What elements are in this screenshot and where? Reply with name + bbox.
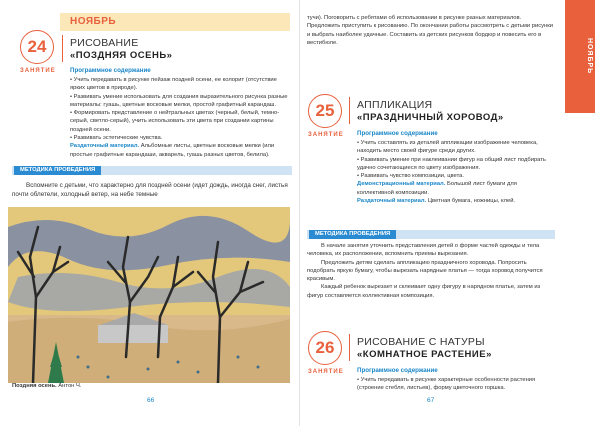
lesson-24-number: 24 [20,30,54,64]
program-item: • Учить передавать в рисунке пейзаж поздней осени, ее колорит (отсутствие ярких цветов в природе). [70,77,277,92]
method-text: Вспомните с детьми, что характерно для поздней осени (идет дождь, иногда снег, листья почти облетели, холодный ветер, на небе темные [12,182,288,199]
lesson-26-number: 26 [308,331,342,365]
month-tab-label: НОЯБРЬ [586,37,593,75]
method-paragraph: Каждый ребенок вырезает и склеивает одну фигуру в нарядном платье, затем из фигур составляется коллективная композиция. [307,284,541,299]
program-item: • Формировать представление о нейтральных цветах (черный, белый, темно-серый, светло-серый), учить использовать эти цвета при создании картины поздней осени. [70,110,280,133]
lesson-25-label: ЗАНЯТИЕ [308,132,344,138]
program-content [70,76,292,159]
method-label: МЕТОДИКА ПРОВЕДЕНИЯ [309,230,396,239]
lesson-26-program-item: • Учить передавать в рисунке характерные особенности растения (строение стебля, листьев), форму цветочного горшка. [357,377,536,392]
lesson-26-kind: РИСОВАНИЕ С НАТУРЫ [357,336,485,348]
page-number-right: 67 [427,397,435,404]
program-item: • Развивать эстетические чувства. [70,135,163,142]
lesson-25-method [307,242,555,300]
title-divider [62,35,63,62]
painting-caption [12,383,81,389]
program-item: • Учить составлять из деталей аппликации изображение человека, находить место своей фигуре среди других. [357,140,538,155]
program-item: • Развивать умение при наклеивании фигур на общий лист подбирать удачно сочетающиеся по цвету изображения. [357,156,546,171]
lesson-24-kind: РИСОВАНИЕ [70,37,139,49]
demo-text: Большой лист бумаги для коллективной композиции. [357,181,517,196]
right-page [300,0,600,426]
method-paragraph: В начале занятия уточнить представления детей о форме частей одежды и тела человека, их расположении, вспомнить приемы вырезания. [307,243,540,258]
lesson-26-title: «КОМНАТНОЕ РАСТЕНИЕ» [357,349,492,360]
lesson-24-label: ЗАНЯТИЕ [20,68,56,74]
painting-late-autumn [8,207,290,383]
caption-author: Антон Ч. [56,383,82,389]
demo-label: Демонстрационный материал. [357,181,446,188]
lesson-26-divider [349,334,350,361]
handout-label: Раздаточный материал. [357,198,427,205]
program-item: • Развивать умение использовать для создания выразительного рисунка разные материалы: гуашь, цветные восковые мелки, простой графитный карандаш. [70,93,288,108]
lesson-25-program-heading: Программное содержание [357,130,438,137]
lesson-25-program [357,139,555,205]
program-heading: Программное содержание [70,67,151,74]
method-label: МЕТОДИКА ПРОВЕДЕНИЯ [14,166,101,175]
lesson-25-divider [349,97,350,124]
painting-illustration [8,207,290,383]
continued-text: тучи). Поговорить с ребятами об использовании в рисунке разных материалов. Предложить приступить к рисованию. По окончании работы рассмотреть с детьми рисунки и выбрать наиболее удачные. Составить из детских рисунков бордюр и повесить его в вестибюле. [307,15,553,46]
handout-material [70,142,292,159]
handout-text: Цветная бумага, ножницы, клей. [426,198,516,205]
program-item: • Развивать чувство композиции, цвета. [357,173,464,180]
handout-label: Раздаточный материал. [70,143,140,150]
handout-material [357,197,555,205]
lesson-25-kind: АППЛИКАЦИЯ [357,99,433,111]
handout-text: Альбомные листы, цветные восковые мелки (или простые графитные карандаши, акварель, гуашь разных цветов, белила). [70,143,275,158]
lesson-26-label: ЗАНЯТИЕ [308,369,344,375]
month-title: НОЯБРЬ [70,16,117,27]
demo-material [357,180,555,197]
caption-title: Поздняя осень. [12,383,57,389]
method-paragraph: Предложить детям сделать аппликацию праздничного хоровода. Попросить подобрать яркую бумагу, чтобы вырезать нарядные платья — тогда хоровод получится красивым. [307,259,543,283]
page-number-left: 66 [147,397,155,404]
lesson-24-title: «ПОЗДНЯЯ ОСЕНЬ» [70,50,173,61]
lesson-25-title: «ПРАЗДНИЧНЫЙ ХОРОВОД» [357,112,504,123]
lesson-26-program-heading: Программное содержание [357,367,438,374]
lesson-25-number: 25 [308,94,342,128]
